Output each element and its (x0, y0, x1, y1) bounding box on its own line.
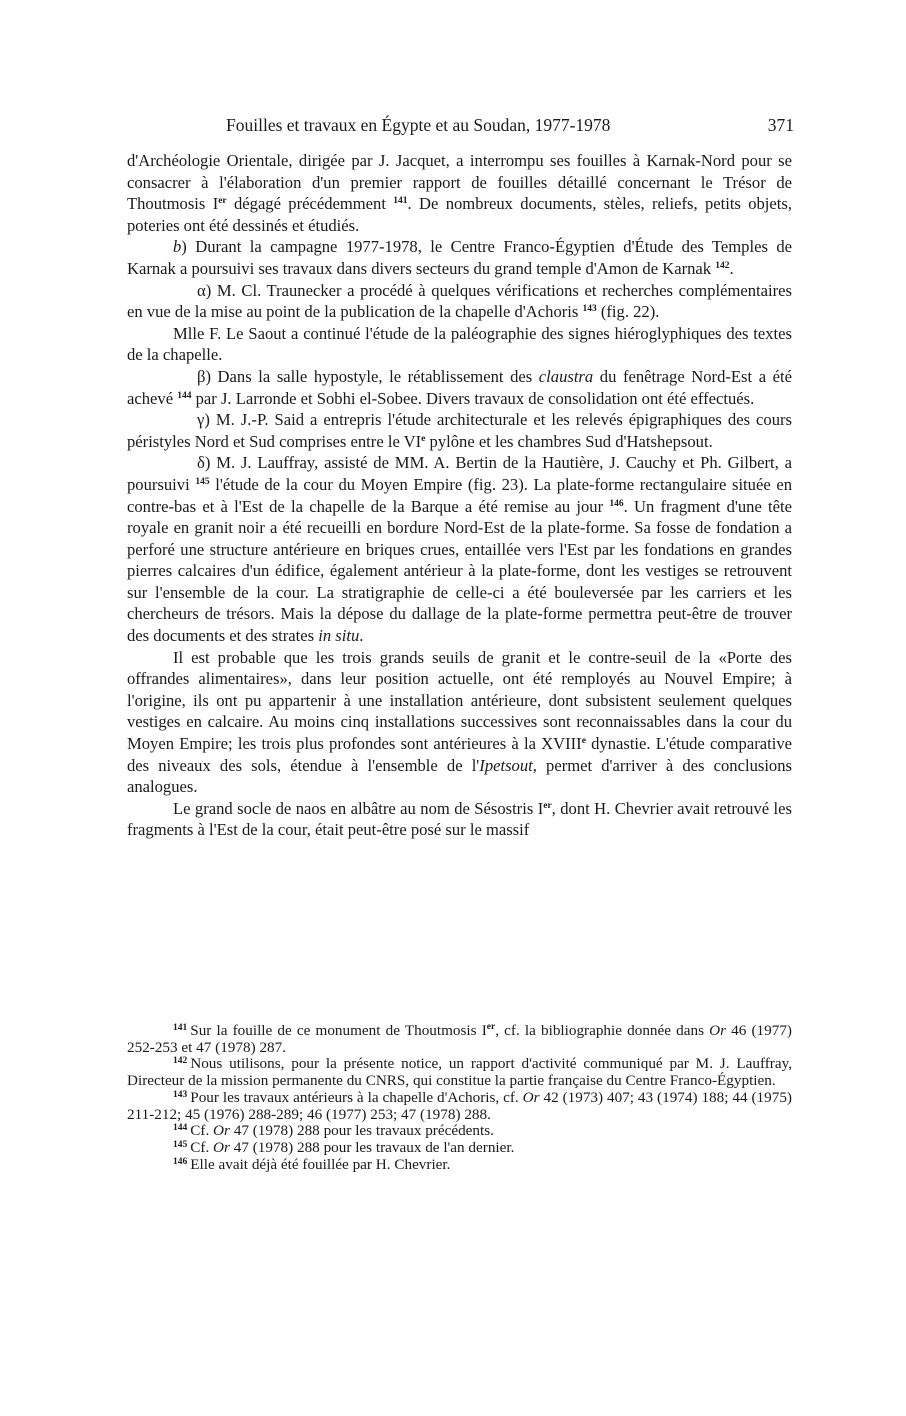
text-run: 42 (1973) 407; 43 (1974) 188; 44 (1975) 211-212; 45 (1976) 288-289; 46 (1977) 253; 47 (1978) 288. (127, 1088, 792, 1123)
text-run: , cf. la bibliographie donnée dans (495, 1022, 710, 1039)
text-run: α) M. Cl. Traunecker a procédé à quelques vérifications et recherches complémentaires en vue de la mise au point de la publication de la chapelle d'Achoris (127, 280, 792, 322)
paragraph (127, 280, 792, 323)
text-run: . De nombreux documents, stèles, reliefs, petits objets, poteries ont été dessinés et étudiés. (127, 194, 792, 235)
text-run: dégagé précédemment (226, 194, 394, 214)
paragraph (127, 647, 792, 798)
superscript: 141 (393, 196, 408, 207)
superscript: 146 (609, 498, 624, 509)
footnote-number: 141 (173, 1023, 188, 1033)
text-run: du fenêtrage Nord-Est a été achevé (127, 366, 792, 408)
running-title: Fouilles et travaux en Égypte et au Soudan, 1977-1978 (226, 115, 611, 135)
text-run: Mlle F. Le Saout a continué l'étude de la paléographie des signes hiéroglyphiques des textes de la chapelle. (127, 323, 792, 365)
text-run: d'Archéologie Orientale, dirigée par J. Jacquet, a interrompu ses fouilles à Karnak-Nord pour se consacrer à l'élaboration d'un premier rapport de fouilles détaillé concernant le Trésor de Thoutmosis I (127, 151, 792, 214)
paragraph (127, 236, 792, 279)
text-run: Nous utilisons, pour la présente notice, un rapport d'activité communiqué par M. J. Lauffray, Directeur de la mission permanente du CNRS, qui constitue la partie française du Centre Franco-Égyptien. (127, 1055, 792, 1090)
italic-text: Ipetsout (479, 755, 533, 775)
footnote (127, 1090, 792, 1123)
footnote (127, 1023, 792, 1056)
text-run: , permet d'arriver à des conclusions analogues. (127, 755, 792, 797)
footnote (127, 1140, 792, 1157)
text-run: . (729, 258, 734, 278)
text-run: l'étude de la cour du Moyen Empire (fig. 23). La plate-forme rectangulaire située en contre-bas et à l'Est de la chapelle de la Barque a été remise au jour (127, 474, 792, 516)
italic-text: Or (709, 1022, 727, 1039)
italic-text: b (173, 237, 182, 257)
text-run: Cf. (190, 1138, 214, 1156)
text-run: Sur la fouille de ce monument de Thoutmosis I (190, 1022, 487, 1039)
footnote-number: 142 (173, 1056, 188, 1067)
footnote (127, 1157, 792, 1174)
text-run: β) Dans la salle hypostyle, le rétablissement des (197, 366, 539, 386)
text-run: (fig. 22). (596, 302, 660, 322)
text-run: δ) M. J. Lauffray, assisté de MM. A. Bertin de la Hautière, J. Cauchy et Ph. Gilbert, a poursuivi (127, 453, 792, 494)
footnote (127, 1056, 792, 1089)
superscript: er (543, 800, 552, 811)
text-run: pylône et les chambres Sud d'Hatshepsout. (425, 431, 713, 451)
italic-text: Or (522, 1088, 540, 1106)
footnote-number: 146 (173, 1156, 188, 1167)
text-run: Il est probable que les trois grands seuils de granit et le contre-seuil de la «Porte des offrandes alimentaires», dans leur position actuelle, ont été remployés au Nouvel Empire; à l'origine, ils ont pu appartenir à une installation antérieure, dont subsistent seulement quelques vestiges en calcaire. Au moins cinq installations successives sont reconnaissables dans la cour du Moyen Empire; les trois plus profondes sont antérieures à la XVIII (127, 647, 792, 754)
text-run: 46 (1977) 252-253 et 47 (1978) 287. (127, 1022, 792, 1056)
italic-text: Or (213, 1138, 230, 1156)
footnote-number: 143 (173, 1089, 188, 1100)
text-run: dynastie. L'étude comparative des niveaux des sols, étendue à l'ensemble de l' (127, 734, 792, 775)
superscript: er (218, 196, 227, 207)
text-run: . (359, 626, 364, 646)
text-run: ) Durant la campagne 1977-1978, le Centre Franco-Égyptien d'Étude des Temples de Karnak a poursuivi ses travaux dans divers secteurs du grand temple d'Amon de Karnak (127, 237, 792, 278)
text-run: , dont H. Chevrier avait retrouvé les fragments à l'Est de la cour, était peut-être posé sur le massif (127, 798, 792, 840)
text-run: γ) M. J.-P. Said a entrepris l'étude architecturale et les relevés épigraphiques des cours péristyles Nord et Sud comprises entre le VI (127, 410, 792, 451)
footnote-number: 145 (173, 1139, 188, 1150)
text-run: Pour les travaux antérieurs à la chapelle d'Achoris, cf. (190, 1088, 523, 1106)
paragraph (127, 150, 792, 236)
italic-text: Or (213, 1122, 230, 1140)
footnote-number: 144 (173, 1123, 188, 1134)
text-run: par J. Larronde et Sobhi el-Sobee. Divers travaux de consolidation ont été effectués. (191, 388, 755, 408)
footnote (127, 1123, 792, 1140)
superscript: 144 (177, 390, 192, 401)
italic-text: claustra (538, 366, 594, 386)
superscript: e (421, 433, 426, 444)
text-run: Elle avait déjà été fouillée par H. Chevrier. (190, 1155, 451, 1173)
superscript: 145 (195, 476, 210, 487)
text-run: 47 (1978) 288 pour les travaux précédents. (229, 1122, 494, 1140)
superscript: e (581, 736, 586, 747)
body-text (127, 150, 792, 841)
text-run: 47 (1978) 288 pour les travaux de l'an dernier. (229, 1138, 515, 1156)
page-number: 371 (767, 115, 794, 135)
paragraph (127, 798, 792, 841)
text-run: Cf. (190, 1122, 214, 1140)
paragraph (127, 409, 792, 452)
text-run: Le grand socle de naos en albâtre au nom de Sésostris I (173, 798, 544, 818)
paragraph (127, 452, 792, 646)
paragraph (127, 323, 792, 366)
text-run: . Un fragment d'une tête royale en granit noir a été recueilli en bordure Nord-Est de la plate-forme. Sa fosse de fondation a perforé une structure antérieure en briques crues, entaillée vers l'Est par les fondations en grandes pierres calcaires d'un édifice, également antérieur à la plate-forme, dont les vestiges se retrouvent sur l'ensemble de la cour. La stratigraphie de celle-ci a été bouleversée par les carriers et les chercheurs de trésors. Mais la dépose du dallage de la plate-forme permettra peut-être de trouver des documents et des strates (127, 496, 792, 646)
footnotes (127, 1023, 792, 1173)
superscript: 142 (715, 260, 730, 271)
superscript: 143 (582, 304, 597, 315)
paragraph (127, 366, 792, 409)
italic-text: in situ (318, 626, 360, 646)
superscript: er (486, 1022, 496, 1032)
